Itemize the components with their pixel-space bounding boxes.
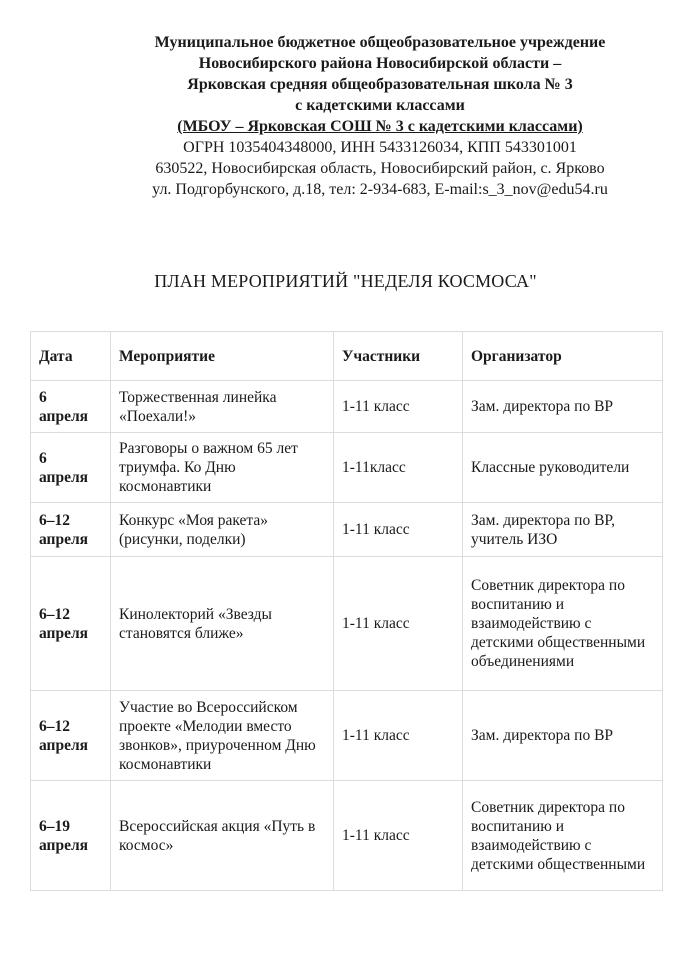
event-cell: Всероссийская акция «Путь в космос» — [111, 781, 334, 891]
events-table — [30, 331, 663, 891]
header-event: Мероприятие — [111, 332, 334, 381]
participants-cell: 1-11класс — [334, 433, 463, 503]
event-cell: Конкурс «Моя ракета» (рисунки, поделки) — [111, 503, 334, 557]
participants-cell: 1-11 класс — [334, 503, 463, 557]
header-line-1: Муниципальное бюджетное общеобразовательное учреждение — [154, 34, 606, 51]
table-row — [31, 557, 663, 691]
date-cell — [31, 557, 111, 691]
date-cell — [31, 433, 111, 503]
header-line-2: Новосибирского района Новосибирской области – — [198, 55, 562, 72]
date-cell — [31, 691, 111, 781]
date-cell — [31, 503, 111, 557]
date-month: апреля — [39, 836, 89, 854]
header-address: 630522, Новосибирская область, Новосибирский район, с. Ярково — [155, 160, 605, 177]
table-row — [31, 381, 663, 433]
date-month: апреля — [39, 624, 89, 642]
header-registration: ОГРН 1035404348000, ИНН 5433126034, КПП 543301001 — [183, 139, 577, 156]
table-header-row — [31, 332, 663, 381]
date-month: апреля — [39, 530, 89, 548]
organizer-cell: Зам. директора по ВР — [463, 381, 663, 433]
organizer-cell: Классные руководители — [463, 433, 663, 503]
date-cell — [31, 781, 111, 891]
date-day: 6–12 — [39, 717, 70, 735]
date-day: 6–19 — [39, 817, 70, 835]
header-date: Дата — [31, 332, 111, 381]
header-participants: Участники — [334, 332, 463, 381]
event-cell: Участие во Всероссийском проекте «Мелодии вместо звонков», приуроченном Дню космонавтики — [111, 691, 334, 781]
participants-cell: 1-11 класс — [334, 557, 463, 691]
date-day: 6 — [39, 388, 47, 406]
header-short-name: (МБОУ – Ярковская СОШ № 3 с кадетскими классами) — [177, 118, 583, 135]
date-day: 6 — [39, 449, 47, 467]
school-header — [100, 32, 660, 200]
organizer-cell: Зам. директора по ВР — [463, 691, 663, 781]
participants-cell: 1-11 класс — [334, 691, 463, 781]
date-month: апреля — [39, 407, 89, 425]
event-cell: Кинолекторий «Звезды становятся ближе» — [111, 557, 334, 691]
date-month: апреля — [39, 468, 89, 486]
header-line-3: Ярковская средняя общеобразовательная школа № 3 — [187, 76, 573, 93]
table-row — [31, 781, 663, 891]
participants-cell: 1-11 класс — [334, 781, 463, 891]
organizer-cell: Зам. директора по ВР, учитель ИЗО — [463, 503, 663, 557]
organizer-cell: Советник директора по воспитанию и взаимодействию с детскими общественными объединениями — [463, 557, 663, 691]
table-row — [31, 433, 663, 503]
date-month: апреля — [39, 736, 89, 754]
document-title: ПЛАН МЕРОПРИЯТИЙ "НЕДЕЛЯ КОСМОСА" — [154, 271, 537, 291]
header-contacts: ул. Подгорбунского, д.18, тел: 2-934-683, E-mail:s_3_nov@edu54.ru — [152, 181, 608, 198]
date-day: 6–12 — [39, 605, 70, 623]
event-cell: Торжественная линейка «Поехали!» — [111, 381, 334, 433]
table-row — [31, 503, 663, 557]
date-cell — [31, 381, 111, 433]
participants-cell: 1-11 класс — [334, 381, 463, 433]
date-day: 6–12 — [39, 511, 70, 529]
header-organizer: Организатор — [463, 332, 663, 381]
organizer-cell: Советник директора по воспитанию и взаимодействию с детскими общественными — [463, 781, 663, 891]
event-cell: Разговоры о важном 65 лет триумфа. Ко Дню космонавтики — [111, 433, 334, 503]
table-row — [31, 691, 663, 781]
header-line-4: с кадетскими классами — [295, 97, 465, 114]
